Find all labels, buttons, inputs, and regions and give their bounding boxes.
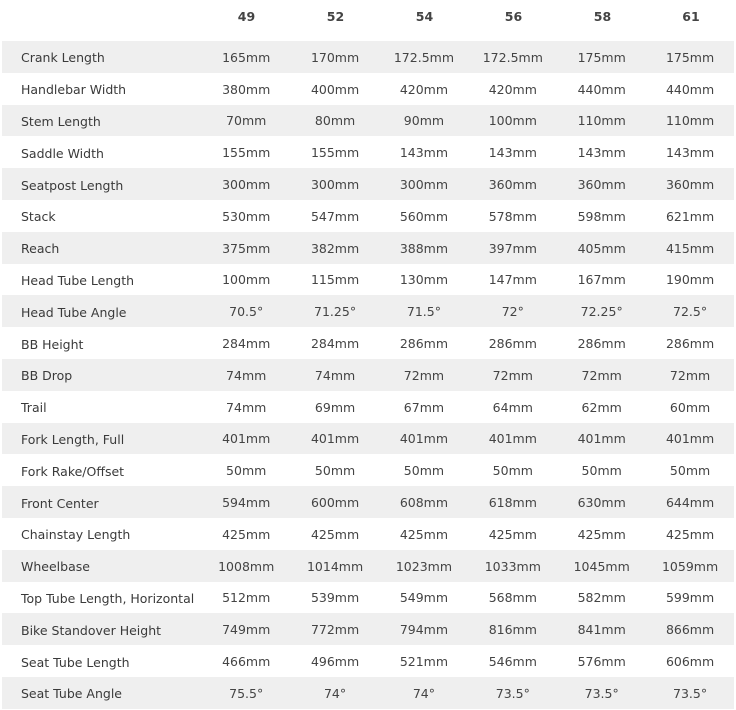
- row-label: Fork Length, Full: [21, 431, 125, 447]
- table-row: [2, 645, 734, 677]
- value-cell: 576mm: [577, 654, 626, 670]
- value-cell: 70.5°: [229, 304, 264, 320]
- value-cell: 147mm: [488, 272, 537, 288]
- value-cell: 50mm: [226, 463, 267, 479]
- row-label: Front Center: [21, 495, 99, 511]
- value-cell: 72.25°: [580, 304, 623, 320]
- row-label: BB Height: [21, 336, 84, 352]
- value-cell: 401mm: [577, 431, 626, 447]
- value-cell: 69mm: [314, 399, 356, 415]
- value-cell: 175mm: [577, 49, 626, 65]
- value-cell: 582mm: [577, 590, 626, 606]
- table-row: [2, 391, 734, 423]
- value-cell: 1033mm: [484, 558, 541, 574]
- value-cell: 50mm: [492, 463, 533, 479]
- value-cell: 425mm: [399, 526, 449, 542]
- value-cell: 382mm: [310, 240, 360, 256]
- value-cell: 816mm: [488, 622, 537, 638]
- value-cell: 425mm: [488, 526, 537, 542]
- value-cell: 568mm: [488, 590, 537, 606]
- value-cell: 60mm: [669, 399, 711, 415]
- value-cell: 72mm: [492, 367, 533, 383]
- value-cell: 618mm: [488, 495, 537, 511]
- value-cell: 172.5mm: [482, 49, 543, 65]
- value-cell: 167mm: [577, 272, 626, 288]
- table-row: [2, 550, 734, 582]
- value-cell: 143mm: [665, 145, 715, 161]
- table-row: [2, 264, 734, 296]
- header-label-spacer: [0, 20, 202, 22]
- row-label: Seatpost Length: [21, 177, 124, 193]
- value-cell: 73.5°: [673, 685, 708, 701]
- value-cell: 50mm: [403, 463, 445, 479]
- value-cell: 155mm: [310, 145, 360, 161]
- value-cell: 841mm: [577, 622, 626, 638]
- value-cell: 630mm: [577, 495, 626, 511]
- value-cell: 440mm: [577, 81, 626, 97]
- value-cell: 300mm: [310, 177, 360, 193]
- value-cell: 425mm: [310, 526, 360, 542]
- value-cell: 70mm: [226, 113, 267, 129]
- table-row: [2, 327, 734, 359]
- table-row: [2, 677, 734, 709]
- value-cell: 425mm: [577, 526, 626, 542]
- table-row: [2, 613, 734, 645]
- table-header-row: [0, 0, 736, 41]
- value-cell: 425mm: [665, 526, 715, 542]
- value-cell: 71.5°: [406, 304, 441, 320]
- value-cell: 110mm: [665, 113, 715, 129]
- value-cell: 644mm: [665, 495, 715, 511]
- table-row: [2, 295, 734, 327]
- value-cell: 1008mm: [218, 558, 275, 574]
- value-cell: 375mm: [222, 240, 271, 256]
- value-cell: 420mm: [399, 81, 449, 97]
- value-cell: 388mm: [399, 240, 449, 256]
- table-row: [2, 486, 734, 518]
- value-cell: 143mm: [399, 145, 449, 161]
- value-cell: 130mm: [399, 272, 449, 288]
- value-cell: 1014mm: [306, 558, 364, 574]
- row-label: Head Tube Length: [21, 272, 135, 288]
- value-cell: 284mm: [222, 336, 271, 352]
- value-cell: 440mm: [665, 81, 715, 97]
- table-body: [0, 41, 736, 709]
- row-label: Fork Rake/Offset: [21, 463, 125, 479]
- row-label: Seat Tube Length: [21, 654, 130, 670]
- value-cell: 425mm: [222, 526, 271, 542]
- value-cell: 866mm: [665, 622, 715, 638]
- value-cell: 50mm: [314, 463, 356, 479]
- value-cell: 772mm: [310, 622, 360, 638]
- value-cell: 546mm: [488, 654, 537, 670]
- table-row: [2, 73, 734, 105]
- table-row: [2, 232, 734, 264]
- row-label: Chainstay Length: [21, 527, 131, 543]
- row-label: Trail: [21, 400, 47, 416]
- value-cell: 594mm: [222, 495, 271, 511]
- value-cell: 401mm: [665, 431, 715, 447]
- value-cell: 100mm: [222, 272, 271, 288]
- value-cell: 74mm: [314, 367, 356, 383]
- table-row: [2, 423, 734, 455]
- size-header: 49: [237, 9, 256, 24]
- value-cell: 401mm: [399, 431, 449, 447]
- value-cell: 74°: [412, 685, 436, 701]
- value-cell: 286mm: [399, 336, 449, 352]
- value-cell: 286mm: [577, 336, 626, 352]
- row-label: BB Drop: [21, 368, 73, 384]
- table-row: [2, 105, 734, 137]
- value-cell: 401mm: [310, 431, 360, 447]
- value-cell: 115mm: [310, 272, 360, 288]
- value-cell: 360mm: [665, 177, 715, 193]
- value-cell: 300mm: [222, 177, 271, 193]
- value-cell: 547mm: [310, 208, 360, 224]
- value-cell: 401mm: [488, 431, 537, 447]
- value-cell: 100mm: [488, 113, 537, 129]
- value-cell: 300mm: [399, 177, 449, 193]
- value-cell: 74mm: [226, 399, 267, 415]
- value-cell: 71.25°: [314, 304, 357, 320]
- value-cell: 190mm: [665, 272, 715, 288]
- value-cell: 286mm: [665, 336, 715, 352]
- value-cell: 284mm: [310, 336, 360, 352]
- value-cell: 549mm: [399, 590, 449, 606]
- value-cell: 1023mm: [395, 558, 453, 574]
- row-label: Wheelbase: [21, 559, 90, 575]
- row-label: Stem Length: [21, 113, 101, 129]
- value-cell: 73.5°: [495, 685, 530, 701]
- value-cell: 521mm: [399, 654, 449, 670]
- value-cell: 466mm: [222, 654, 271, 670]
- value-cell: 621mm: [665, 208, 715, 224]
- value-cell: 67mm: [403, 399, 445, 415]
- value-cell: 72mm: [669, 367, 711, 383]
- row-label: Reach: [21, 241, 60, 257]
- value-cell: 380mm: [222, 81, 271, 97]
- size-header: 54: [415, 9, 434, 24]
- size-header: 58: [593, 9, 612, 24]
- value-cell: 415mm: [665, 240, 715, 256]
- value-cell: 72mm: [403, 367, 445, 383]
- value-cell: 420mm: [488, 81, 537, 97]
- value-cell: 50mm: [581, 463, 622, 479]
- table-row: [2, 518, 734, 550]
- value-cell: 110mm: [577, 113, 626, 129]
- row-label: Head Tube Angle: [21, 304, 127, 320]
- value-cell: 539mm: [310, 590, 360, 606]
- value-cell: 400mm: [310, 81, 360, 97]
- table-row: [2, 359, 734, 391]
- value-cell: 606mm: [665, 654, 715, 670]
- value-cell: 72.5°: [673, 304, 708, 320]
- table-row: [2, 454, 734, 486]
- value-cell: 143mm: [577, 145, 626, 161]
- value-cell: 155mm: [222, 145, 271, 161]
- value-cell: 62mm: [581, 399, 622, 415]
- value-cell: 165mm: [222, 49, 271, 65]
- row-label: Bike Standover Height: [21, 622, 162, 638]
- value-cell: 74mm: [226, 367, 267, 383]
- value-cell: 600mm: [310, 495, 360, 511]
- value-cell: 608mm: [399, 495, 449, 511]
- value-cell: 73.5°: [584, 685, 619, 701]
- value-cell: 50mm: [669, 463, 711, 479]
- size-header: 61: [682, 9, 700, 24]
- size-header: 52: [326, 9, 345, 24]
- value-cell: 397mm: [488, 240, 537, 256]
- value-cell: 1045mm: [573, 558, 630, 574]
- value-cell: 560mm: [399, 208, 449, 224]
- row-label: Saddle Width: [21, 145, 104, 161]
- value-cell: 90mm: [403, 113, 445, 129]
- value-cell: 172.5mm: [393, 49, 454, 65]
- table-row: [2, 41, 734, 73]
- value-cell: 512mm: [222, 590, 271, 606]
- value-cell: 578mm: [488, 208, 537, 224]
- value-cell: 64mm: [492, 399, 533, 415]
- value-cell: 75.5°: [229, 685, 264, 701]
- table-row: [2, 168, 734, 200]
- row-label: Top Tube Length, Horizontal: [21, 590, 195, 606]
- value-cell: 598mm: [577, 208, 626, 224]
- value-cell: 170mm: [310, 49, 360, 65]
- value-cell: 749mm: [222, 622, 271, 638]
- value-cell: 286mm: [488, 336, 537, 352]
- value-cell: 72mm: [581, 367, 622, 383]
- value-cell: 401mm: [222, 431, 271, 447]
- value-cell: 794mm: [399, 622, 449, 638]
- row-label: Stack: [21, 209, 56, 225]
- value-cell: 175mm: [665, 49, 715, 65]
- value-cell: 360mm: [577, 177, 626, 193]
- value-cell: 360mm: [488, 177, 537, 193]
- value-cell: 72°: [501, 304, 524, 320]
- value-cell: 80mm: [314, 113, 356, 129]
- value-cell: 599mm: [665, 590, 715, 606]
- value-cell: 496mm: [310, 654, 360, 670]
- value-cell: 143mm: [488, 145, 537, 161]
- size-header: 56: [504, 9, 523, 24]
- value-cell: 1059mm: [661, 558, 719, 574]
- table-row: [2, 582, 734, 614]
- row-label: Seat Tube Angle: [21, 686, 122, 702]
- row-label: Handlebar Width: [21, 82, 127, 98]
- row-label: Crank Length: [21, 50, 105, 66]
- table-row: [2, 200, 734, 232]
- value-cell: 74°: [323, 685, 347, 701]
- value-cell: 530mm: [222, 208, 271, 224]
- table-row: [2, 136, 734, 168]
- value-cell: 405mm: [577, 240, 626, 256]
